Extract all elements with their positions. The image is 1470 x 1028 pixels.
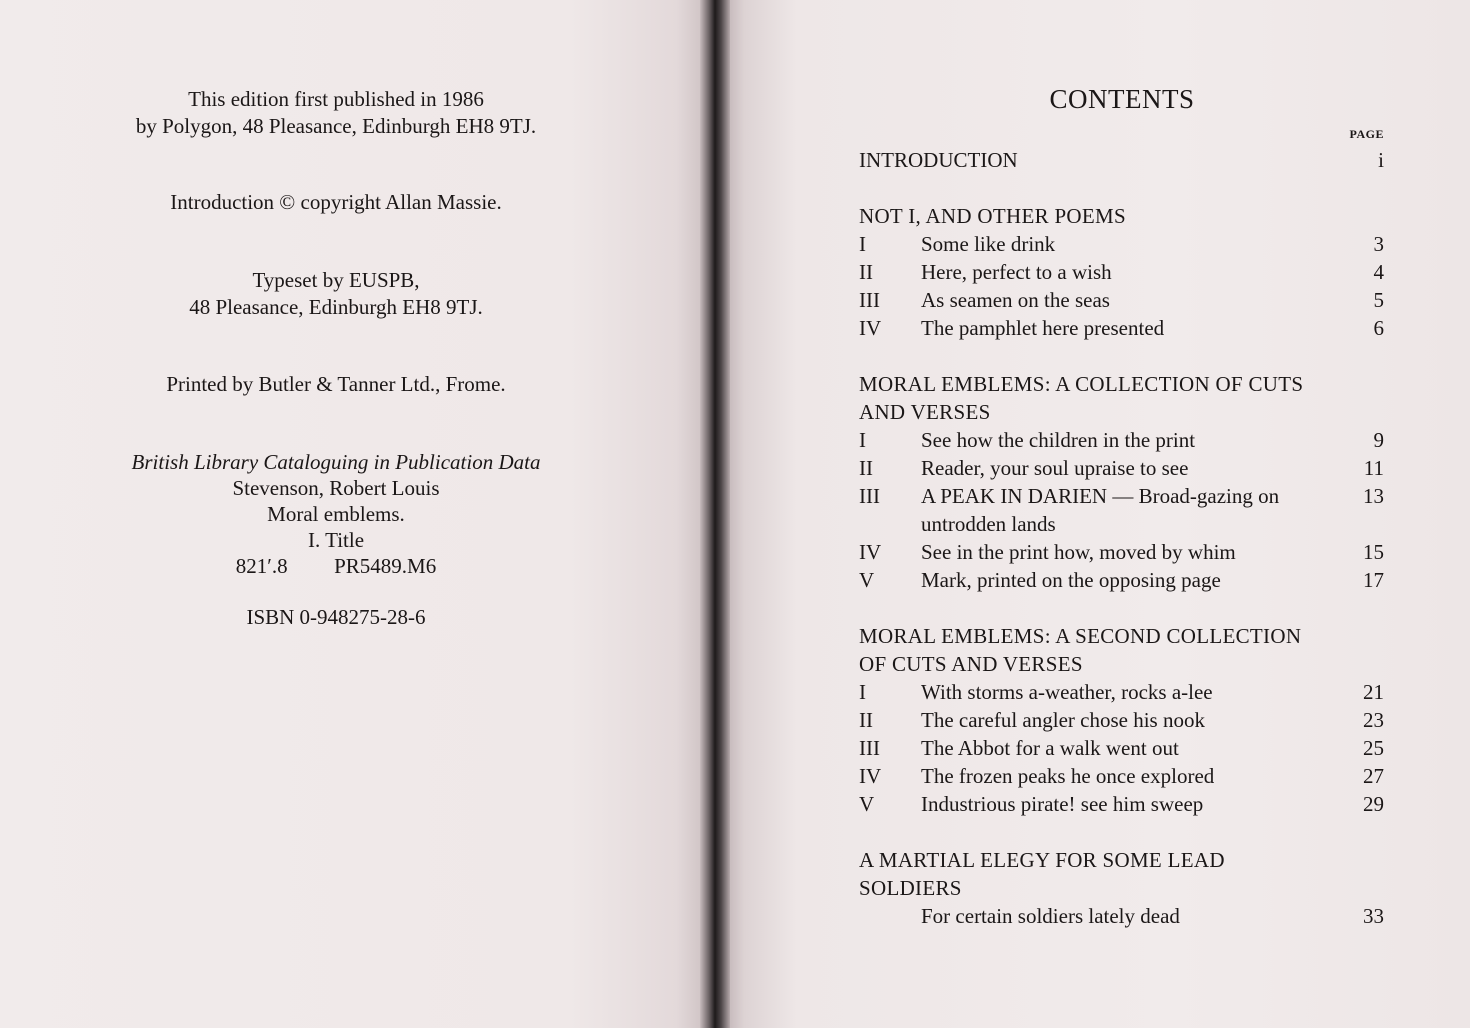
- typeset-notice: [0, 267, 672, 321]
- cip-dewey: 821′.8: [235, 554, 288, 578]
- toc-entry: [859, 734, 1384, 762]
- toc-introduction-page: i: [1378, 148, 1384, 172]
- printer-notice: Printed by Butler & Tanner Ltd., Frome.: [166, 372, 506, 396]
- toc-entry-title: With storms a-weather, rocks a-lee: [921, 680, 1213, 704]
- toc-entry-number: IV: [859, 316, 882, 340]
- toc-entry-number: V: [859, 568, 875, 592]
- toc-entry-page: 17: [1363, 568, 1384, 592]
- toc-entry: [859, 762, 1384, 790]
- toc-entry: [859, 678, 1384, 706]
- section-heading: [859, 846, 1379, 902]
- toc-entry-title: The careful angler chose his nook: [921, 708, 1205, 732]
- cip-classification: [0, 553, 672, 579]
- toc-entry-page: 11: [1363, 456, 1384, 480]
- section-heading: NOT I, AND OTHER POEMS: [859, 204, 1126, 228]
- toc-entry-number: I: [859, 232, 866, 256]
- isbn: ISBN 0-948275-28-6: [246, 605, 426, 629]
- section-heading-line: SOLDIERS: [859, 876, 962, 900]
- toc-entry: [859, 482, 1384, 538]
- section-heading-line: OF CUTS AND VERSES: [859, 652, 1083, 676]
- cip-subject: I. Title: [307, 528, 365, 552]
- toc-entry-title: The Abbot for a walk went out: [921, 736, 1179, 760]
- section-heading-line: A MARTIAL ELEGY FOR SOME LEAD: [859, 848, 1225, 872]
- toc-entry: [859, 258, 1384, 286]
- toc-entry: [859, 426, 1384, 454]
- toc-entry: [859, 538, 1384, 566]
- toc-entry-number: II: [859, 260, 873, 284]
- toc-entry-number: III: [859, 484, 880, 508]
- toc-entry-number: I: [859, 680, 866, 704]
- toc-entry-number: III: [859, 288, 880, 312]
- toc-entry-title: Reader, your soul upraise to see: [921, 456, 1189, 480]
- toc-entry: [859, 230, 1384, 258]
- toc-entry: [859, 286, 1384, 314]
- toc-entry-title: [921, 482, 1331, 538]
- publication-line-2: by Polygon, 48 Pleasance, Edinburgh EH8 9TJ.: [135, 114, 537, 138]
- contents-heading: CONTENTS: [1049, 84, 1195, 114]
- toc-entry-title: For certain soldiers lately dead: [921, 904, 1180, 928]
- toc-entry-title: The frozen peaks he once explored: [921, 764, 1215, 788]
- toc-entry-page: 5: [1373, 288, 1384, 312]
- toc-entry: [859, 454, 1384, 482]
- toc-entry-page: 27: [1363, 764, 1384, 788]
- typeset-line-1: Typeset by EUSPB,: [252, 268, 420, 292]
- toc-entry-title: Here, perfect to a wish: [921, 260, 1112, 284]
- toc-entry: [859, 706, 1384, 734]
- toc-entry-page: 33: [1363, 904, 1384, 928]
- publication-line-1: This edition first published in 1986: [188, 87, 484, 111]
- section-heading-line: MORAL EMBLEMS: A COLLECTION OF CUTS: [859, 372, 1304, 396]
- toc-entry-number: V: [859, 792, 875, 816]
- publication-notice: [0, 86, 672, 140]
- toc-entry-title: The pamphlet here presented: [921, 316, 1165, 340]
- toc-entry-number: III: [859, 736, 880, 760]
- toc-introduction: [859, 146, 1384, 174]
- toc-entry-page: 25: [1363, 736, 1384, 760]
- toc-entry-title-line: untrodden lands: [921, 512, 1056, 536]
- toc-entry-page: 9: [1373, 428, 1384, 452]
- toc-entry-title: See how the children in the print: [921, 428, 1196, 452]
- section-heading-line: AND VERSES: [859, 400, 991, 424]
- cip-author: Stevenson, Robert Louis: [232, 476, 440, 500]
- cip-lc: PR5489.M6: [334, 554, 437, 578]
- toc-entry-page: 21: [1363, 680, 1384, 704]
- toc-introduction-label: INTRODUCTION: [859, 148, 1018, 172]
- toc-entry-title: See in the print how, moved by whim: [921, 540, 1236, 564]
- toc-entry-title: As seamen on the seas: [921, 288, 1110, 312]
- toc-entry-page: 4: [1373, 260, 1384, 284]
- toc-entry-page: 15: [1363, 540, 1384, 564]
- toc-entry-number: II: [859, 708, 873, 732]
- toc-entry-title: Industrious pirate! see him sweep: [921, 792, 1204, 816]
- toc-entry-number: I: [859, 428, 866, 452]
- toc-entry-number: II: [859, 456, 873, 480]
- toc-entry: [859, 790, 1384, 818]
- toc-entry-title: Mark, printed on the opposing page: [921, 568, 1221, 592]
- toc-entry-page: 13: [1363, 484, 1384, 508]
- cip-title: Moral emblems.: [267, 502, 405, 526]
- section-heading: [859, 622, 1379, 678]
- section-heading-line: MORAL EMBLEMS: A SECOND COLLECTION: [859, 624, 1302, 648]
- typeset-line-2: 48 Pleasance, Edinburgh EH8 9TJ.: [189, 295, 483, 319]
- book-gutter: [700, 0, 730, 1028]
- introduction-copyright: Introduction © copyright Allan Massie.: [170, 190, 502, 214]
- toc-entry-number: IV: [859, 764, 882, 788]
- cip-heading: British Library Cataloguing in Publication Data: [131, 450, 541, 474]
- toc-entry-title: Some like drink: [921, 232, 1056, 256]
- toc-entry-page: 23: [1363, 708, 1384, 732]
- page-column-label: PAGE: [1349, 127, 1384, 141]
- toc-entry: [859, 314, 1384, 342]
- toc-entry: [859, 566, 1384, 594]
- toc-entry-title-line: A PEAK IN DARIEN — Broad-gazing on: [921, 484, 1280, 508]
- section-heading: [859, 370, 1379, 426]
- toc-entry-number: IV: [859, 540, 882, 564]
- toc-entry-page: 6: [1373, 316, 1384, 340]
- cip-block: [0, 449, 672, 579]
- toc-entry-page: 3: [1373, 232, 1384, 256]
- toc-entry: [859, 902, 1384, 930]
- toc-entry-page: 29: [1363, 792, 1384, 816]
